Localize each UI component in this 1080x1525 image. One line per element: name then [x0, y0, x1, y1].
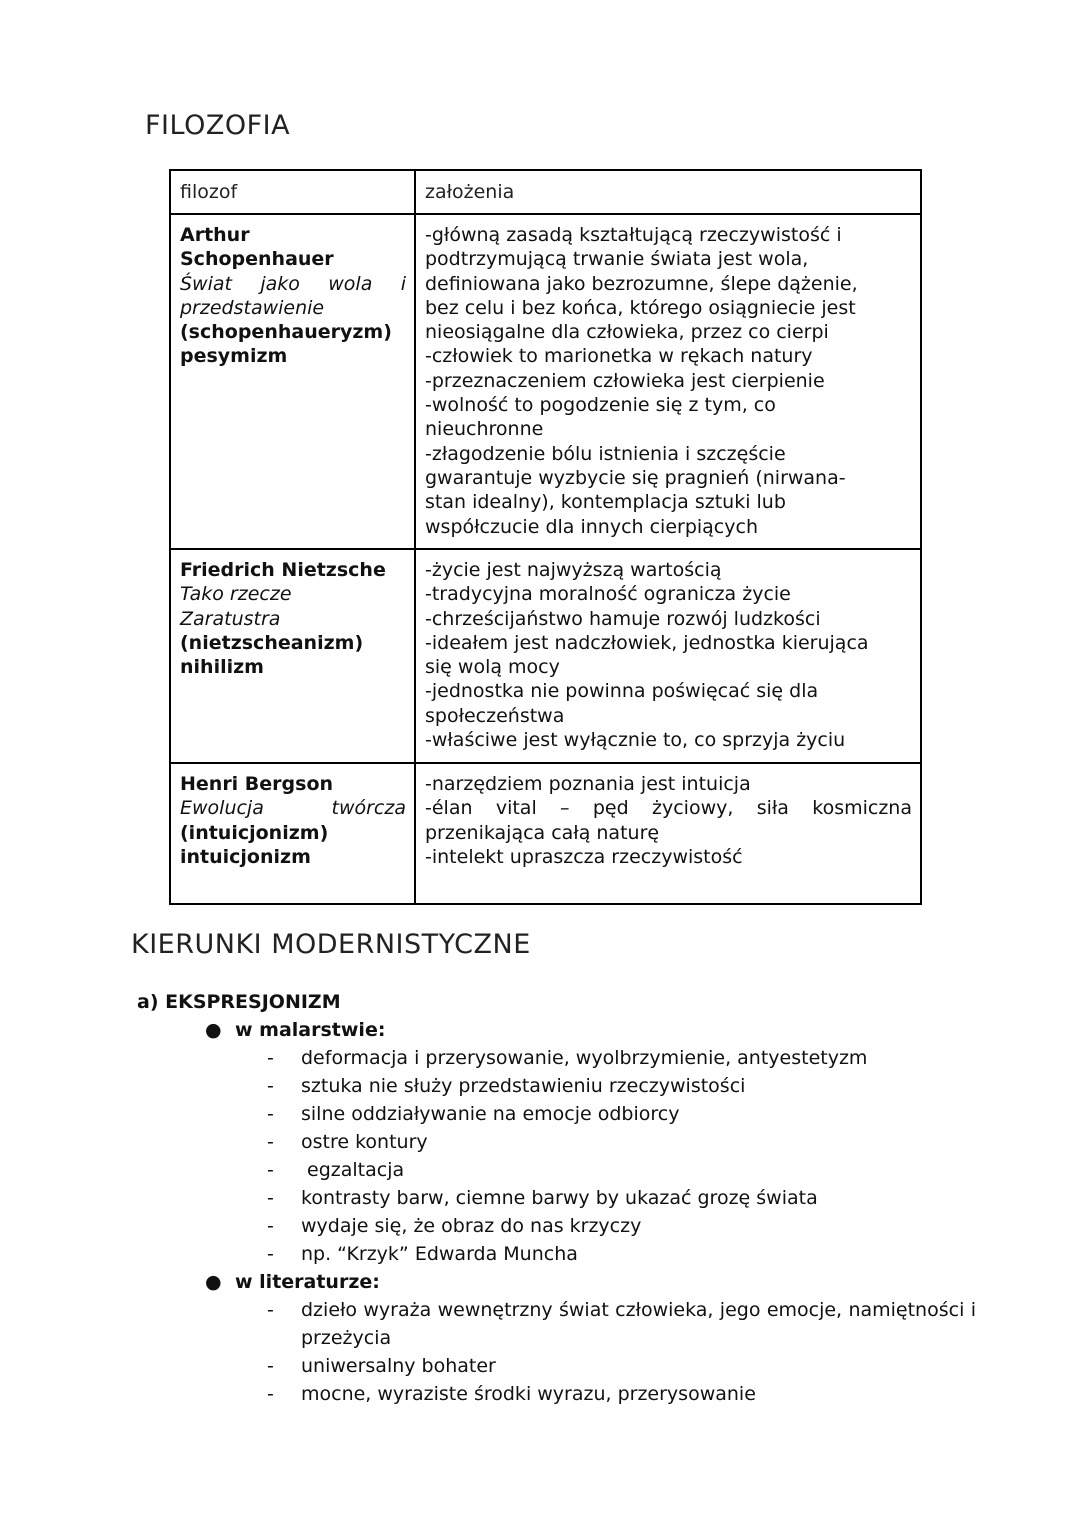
dash-icon: - [267, 1047, 274, 1069]
list-item: - sztuka nie służy przedstawieniu rzeczywistości [137, 1072, 976, 1100]
assumptions-cell [415, 549, 921, 763]
list-item: - np. “Krzyk” Edwarda Muncha [137, 1240, 976, 1268]
assumptions-cell [415, 214, 921, 549]
subsection-title: a) EKSPRESJONIZM [137, 991, 341, 1013]
bullet-label: w literaturze: [235, 1271, 380, 1293]
assumptions-text: -życie jest najwyższą wartością -tradycyjna moralność ogranicza życie -chrześcijaństwo hamuje rozwój ludzkości -ideałem jest nadczłowiek, jednostka kierująca się wolą mocy -jednostka nie powinna poświęcać się dla społeczeństwa -właściwe jest wyłącznie to, co sprzyja życiu [425, 559, 869, 752]
bullet-painting [137, 1016, 976, 1044]
expressionism-section [137, 988, 976, 1408]
section-title-kierunki: KIERUNKI MODERNISTYCZNE [131, 929, 531, 960]
table-row [170, 549, 921, 763]
stance-name: nihilizm [180, 656, 264, 679]
literature-list [137, 1296, 976, 1408]
bullet-icon: ● [205, 1271, 222, 1293]
dash-icon: - [267, 1243, 274, 1265]
list-item: - deformacja i przerysowanie, wyolbrzymienie, antyestetyzm [137, 1044, 976, 1072]
header-cell-assumptions: założenia [415, 170, 921, 214]
section-title-filozofia: FILOZOFIA [145, 110, 291, 141]
philosophers-table [169, 169, 922, 905]
dash-icon: - [267, 1159, 274, 1181]
table-row [170, 763, 921, 904]
dash-icon: - [267, 1299, 274, 1321]
philosopher-name: Arthur Schopenhauer [180, 224, 334, 271]
dash-icon: - [267, 1075, 274, 1097]
painting-list [137, 1044, 976, 1268]
dash-icon: - [267, 1131, 274, 1153]
list-item: - kontrasty barw, ciemne barwy by ukazać grozę świata [137, 1184, 976, 1212]
work-title-line: Zaratustra [180, 607, 281, 630]
list-item: - uniwersalny bohater [137, 1352, 976, 1380]
list-item: - dzieło wyraża wewnętrzny świat człowieka, jego emocje, namiętności i przeżycia [137, 1296, 976, 1352]
bullet-label: w malarstwie: [235, 1019, 386, 1041]
table-row [170, 214, 921, 549]
doctrine-name: (schopenhaueryzm) [180, 321, 392, 344]
philosopher-name: Henri Bergson [180, 773, 334, 795]
assumptions-cell [415, 763, 921, 904]
work-title-line: Ewolucja twórcza [180, 797, 406, 820]
bullet-literature [137, 1268, 976, 1296]
list-item: - mocne, wyraziste środki wyrazu, przerysowanie [137, 1380, 976, 1408]
list-item: - silne oddziaływanie na emocje odbiorcy [137, 1100, 976, 1128]
work-title-line: przedstawienie [180, 296, 325, 319]
list-item: - ostre kontury [137, 1128, 976, 1156]
philosopher-cell [170, 214, 415, 549]
work-title-line: Świat jako wola i [180, 272, 406, 295]
assumptions-text: przenikająca całą naturę -intelekt upraszcza rzeczywistość [425, 821, 743, 868]
bullet-icon: ● [205, 1019, 222, 1041]
doctrine-name: (intuicjonizm) [180, 821, 329, 844]
doctrine-name: (nietzscheanizm) [180, 631, 364, 654]
philosopher-cell [170, 549, 415, 763]
philosopher-name: Friedrich Nietzsche [180, 559, 386, 581]
work-title-line: Tako rzecze [180, 583, 292, 606]
dash-icon: - [267, 1215, 274, 1237]
table-header-row [170, 170, 921, 214]
dash-icon: - [267, 1355, 274, 1377]
stance-name: pesymizm [180, 345, 288, 368]
header-cell-philosopher: filozof [170, 170, 415, 214]
assumptions-text: -główną zasadą kształtującą rzeczywistość i podtrzymującą trwanie świata jest wola, definiowana jako bezrozumne, ślepe dążenie, bez celu i bez końca, którego osiągniecie jest nieosiągalne dla człowieka, przez co cierpi -człowiek to marionetka w rękach natury -przeznaczeniem człowieka jest cierpienie -wolność to pogodzenie się z tym, co nieuchronne -złagodzenie bólu istnienia i szczęście gwarantuje wyzbycie się pragnień (nirwana- stan idealny), kontemplacja sztuki lub współczucie dla innych cierpiących [425, 224, 858, 538]
philosopher-cell [170, 763, 415, 904]
list-item: - egzaltacja [137, 1156, 976, 1184]
stance-name: intuicjonizm [180, 845, 311, 868]
dash-icon: - [267, 1187, 274, 1209]
assumptions-text: -narzędziem poznania jest intuicja [425, 773, 751, 795]
assumptions-text: -élan vital – pęd życiowy, siła kosmiczna [425, 797, 912, 820]
dash-icon: - [267, 1383, 274, 1405]
list-item: - wydaje się, że obraz do nas krzyczy [137, 1212, 976, 1240]
dash-icon: - [267, 1103, 274, 1125]
